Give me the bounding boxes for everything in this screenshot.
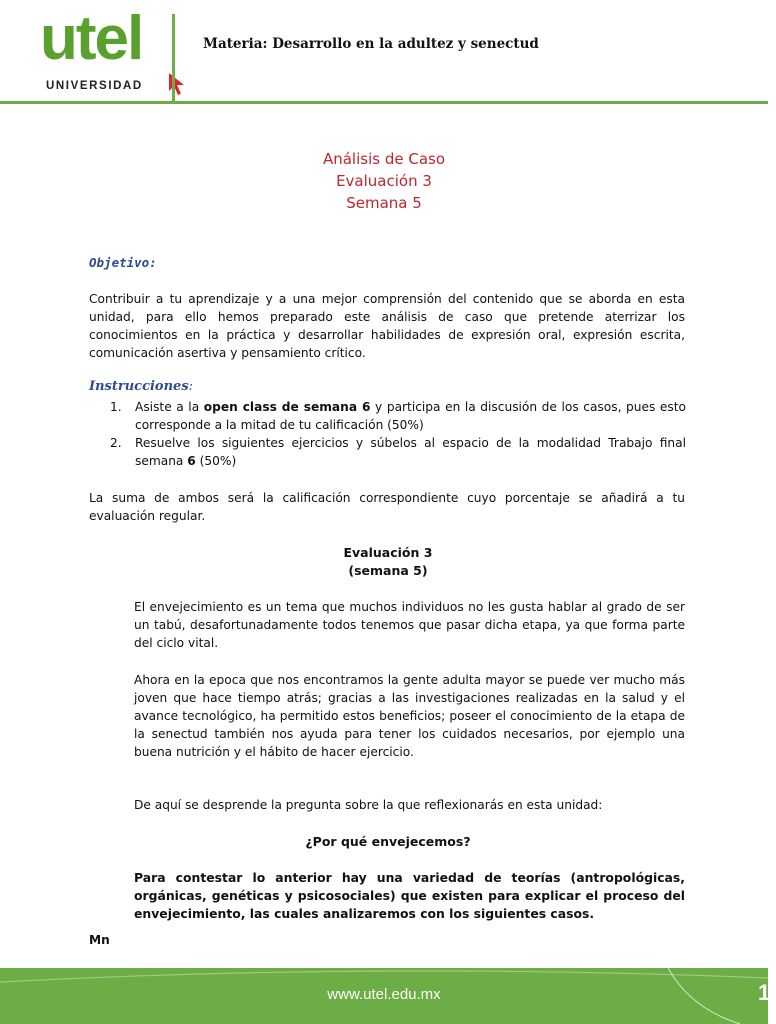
evaluation-subtitle: (semana 5): [348, 563, 428, 578]
objective-heading: Objetivo:: [89, 255, 157, 270]
instruction-item: [110, 434, 686, 470]
title-line-1: Análisis de Caso: [322, 150, 446, 168]
footer-website-link[interactable]: www.utel.edu.mx: [327, 986, 441, 1003]
instruction-number: 2.: [110, 436, 122, 450]
page-header: [0, 0, 768, 104]
instruction-bold: 6: [187, 454, 196, 468]
logo-subtext: UNIVERSIDAD: [46, 80, 143, 92]
key-question: ¿Por qué envejecemos?: [305, 834, 471, 849]
title-line-3: Semana 5: [346, 194, 422, 212]
objective-text: Contribuir a tu aprendizaje y a una mejor comprensión del contenido que se aborda en esta unidad, para ello hemos preparado este análisis de caso que pretende aterrizar los conocimientos en la práctica y desarrollar habilidades de expresión oral, expresión escrita, comunicación asertiva y pensamiento crítico.: [89, 292, 685, 360]
instructions-heading-text: Instrucciones: [89, 379, 189, 394]
body-paragraph-2: Ahora en la epoca que nos encontramos la gente adulta mayor se puede ver mucho más joven que hace tiempo atrás; gracias a las investigaciones realizadas en la salud y el avance tecnológico, ha permitido estos beneficios; poseer el conocimiento de la etapa de la senectud también nos ayuda para tener los cuidados necesarios, por ejemplo una buena nutrición y el hábito de hacer ejercicio.: [134, 673, 685, 759]
instructions-heading: [89, 379, 193, 394]
instruction-text: (50%): [195, 454, 237, 468]
summary-text: La suma de ambos será la calificación correspondiente cuyo porcentaje se añadirá a tu evaluación regular.: [89, 491, 685, 523]
document-title: [0, 148, 768, 214]
instructions-heading-colon: :: [188, 379, 194, 394]
body-paragraph-3: De aquí se desprende la pregunta sobre la que reflexionarás en esta unidad:: [134, 798, 603, 812]
body-paragraph-1: El envejecimiento es un tema que muchos individuos no les gusta hablar al grado de ser un tabú, desafortunadamente todos tenemos que pasar dicha etapa, ya que forma parte del ciclo vital.: [134, 600, 685, 650]
utel-logo: [40, 4, 160, 92]
instruction-item: [110, 398, 686, 434]
body-paragraph-4: Para contestar lo anterior hay una variedad de teorías (antropológicas, orgánicas, genéticas y psicosociales) que existen para explicar el proceso del envejecimiento, las cuales analizaremos con los siguientes casos.: [134, 870, 685, 921]
evaluation-title: Evaluación 3: [343, 545, 433, 560]
instruction-number: 1.: [110, 400, 122, 414]
page-number: 1: [758, 980, 771, 1005]
header-divider: [0, 101, 768, 104]
instruction-text: Resuelve los siguientes ejercicios y súbelos al espacio de la modalidad Trabajo final semana: [135, 436, 686, 468]
instruction-text: y participa en la discusión de los casos, pues esto corresponde a la mitad de tu calificación (50%): [135, 400, 686, 432]
instructions-list: [110, 398, 686, 470]
instruction-bold: open class de semana 6: [203, 400, 371, 414]
page-footer: [0, 968, 771, 1024]
cursor-arrow-icon: [167, 71, 187, 97]
title-line-2: Evaluación 3: [336, 172, 432, 190]
instruction-text: Asiste a la: [135, 400, 204, 414]
trailing-text: Mn: [89, 933, 110, 947]
header-divider-vertical: [172, 14, 175, 104]
subject-title: Materia: Desarrollo en la adultez y senectud: [203, 36, 539, 52]
logo-wordmark: utel: [40, 4, 143, 73]
